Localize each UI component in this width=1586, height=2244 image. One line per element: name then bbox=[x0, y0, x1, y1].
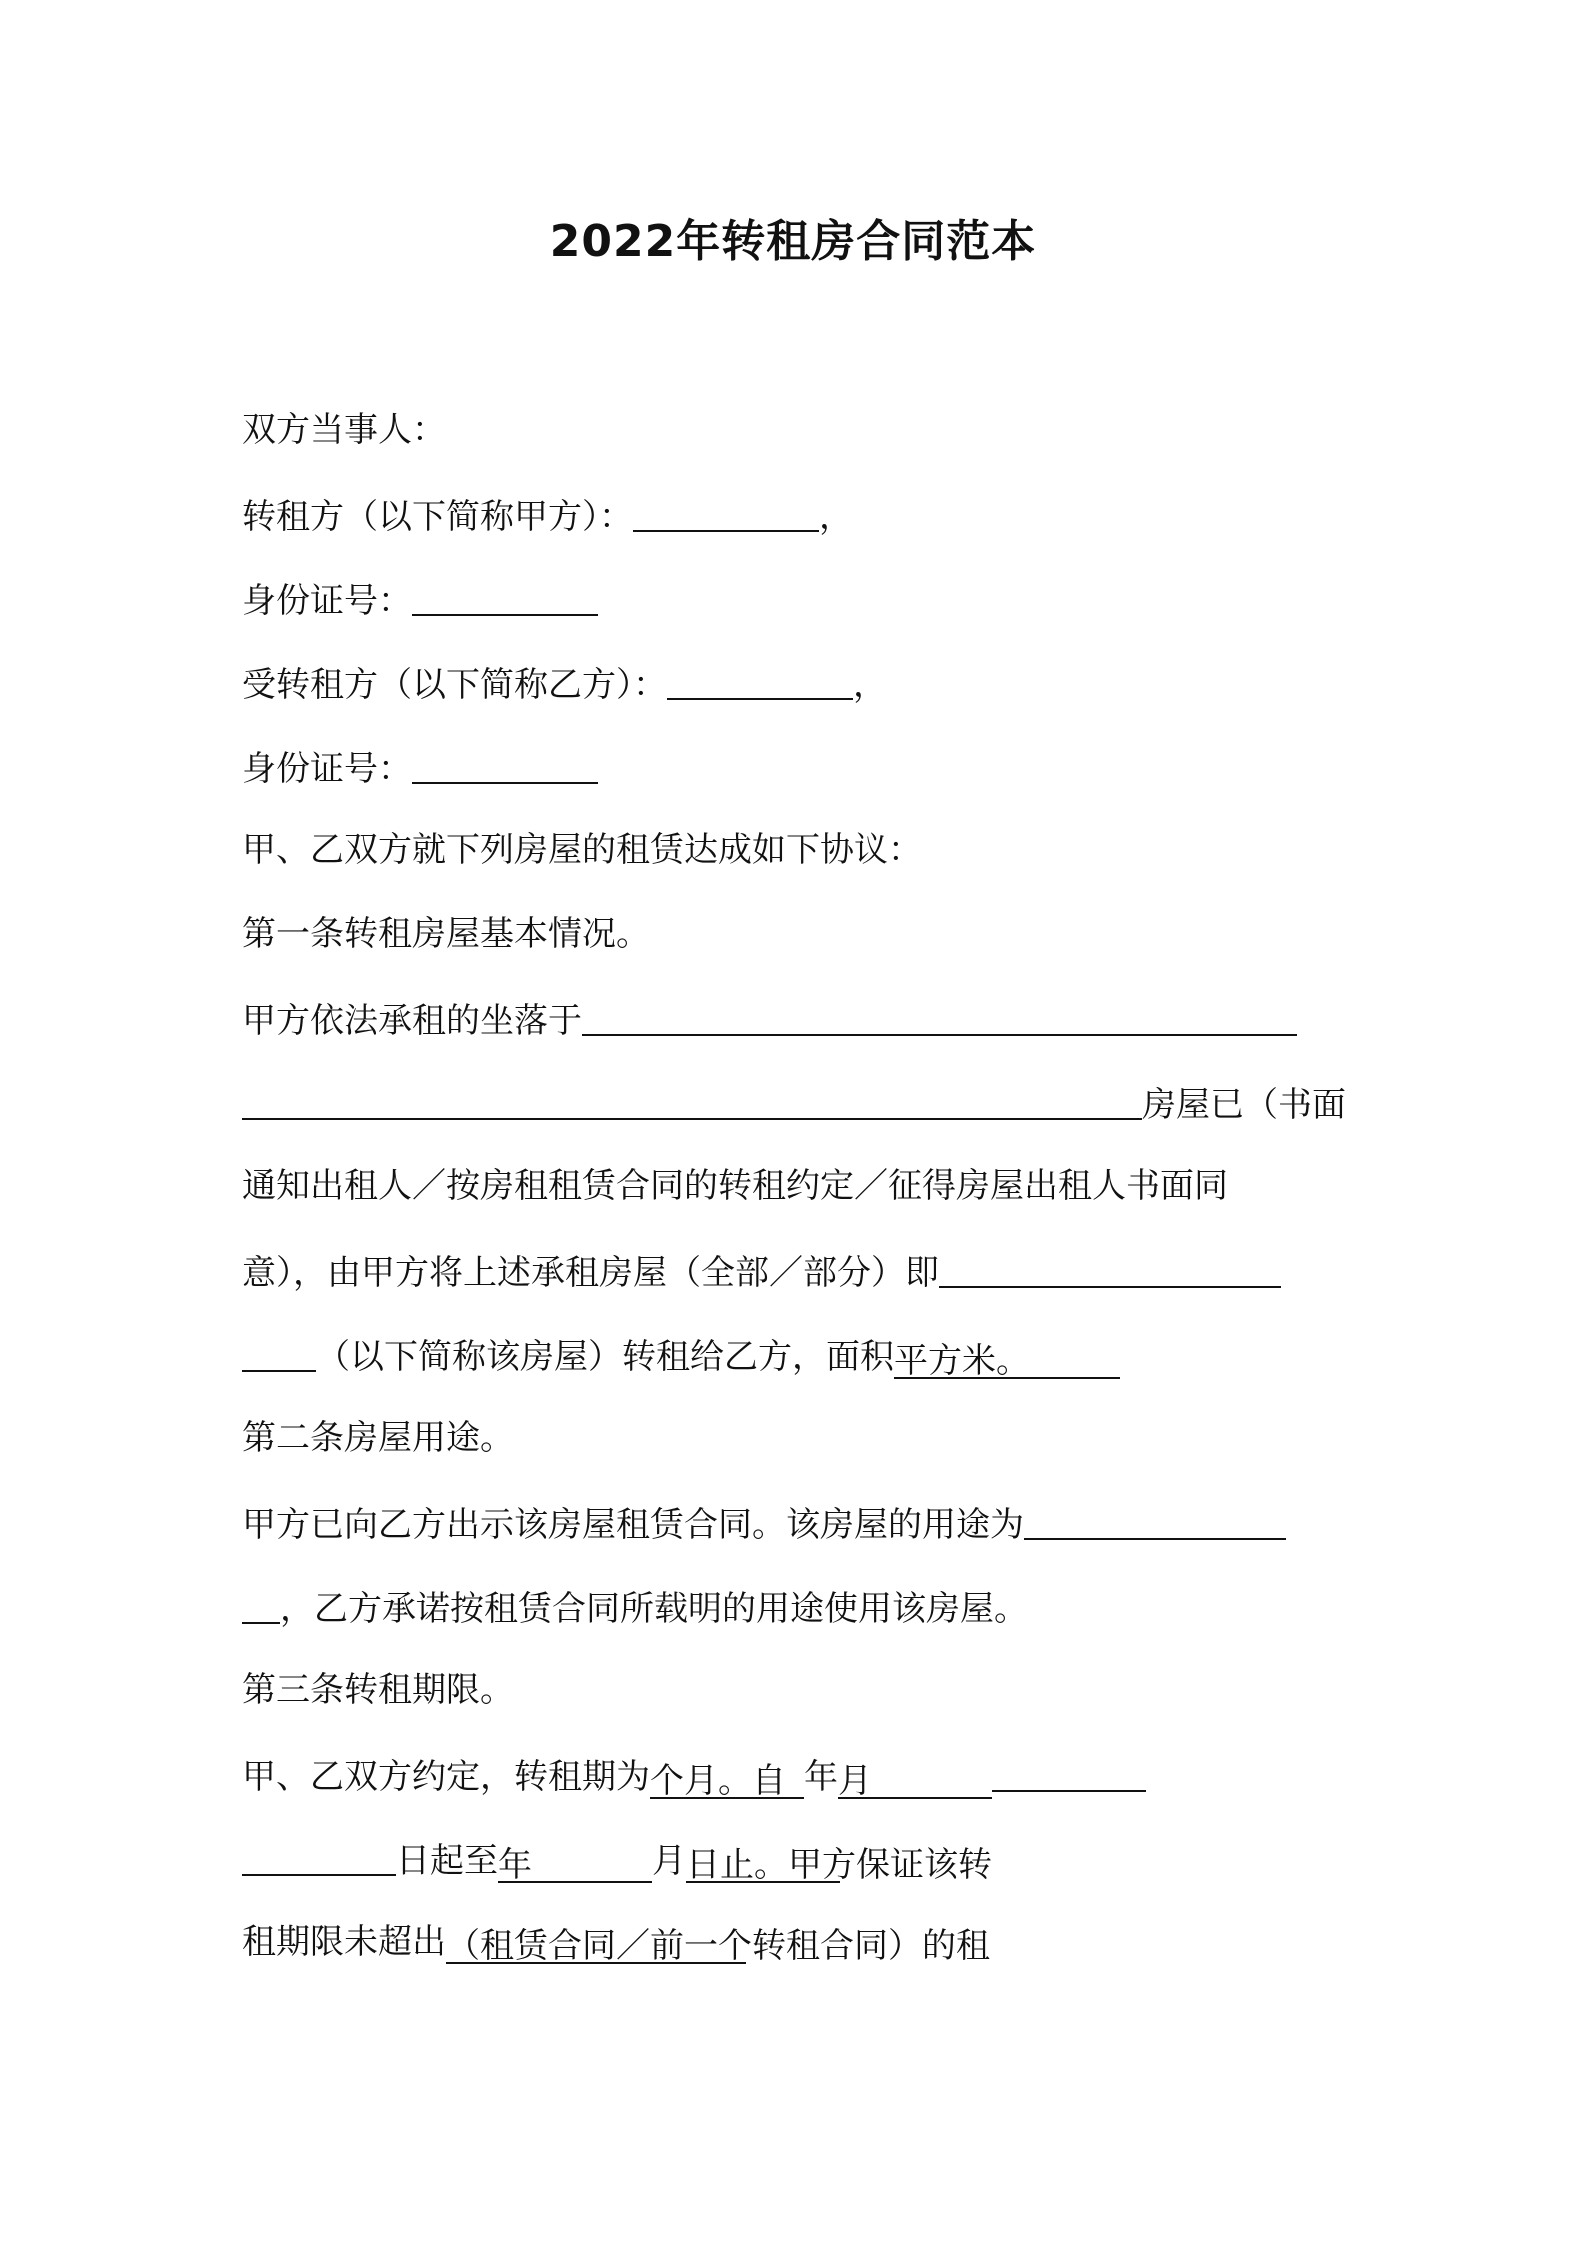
agreement-intro bbox=[242, 826, 922, 874]
usage-blank[interactable] bbox=[1024, 1498, 1286, 1540]
text-segment: ， bbox=[819, 497, 853, 537]
text-segment: 第一条转租房屋基本情况。 bbox=[242, 914, 650, 954]
text-segment: 日起至 bbox=[396, 1841, 498, 1881]
original-lease-blank[interactable]: （租赁合同／前一个转租合同）的租 bbox=[446, 1922, 746, 1964]
article-3-line-1 bbox=[242, 1750, 1146, 1801]
text-segment: 第二条房屋用途。 bbox=[242, 1418, 514, 1458]
subtenant-name-blank[interactable] bbox=[667, 658, 853, 700]
text-segment: （以下简称该房屋）转租给乙方，面积 bbox=[316, 1337, 894, 1377]
text-segment: ，乙方承诺按租赁合同所载明的用途使用该房屋。 bbox=[280, 1589, 1028, 1629]
text-segment: 受转租方（以下简称乙方）： bbox=[242, 665, 667, 705]
text-segment: 甲、乙双方约定，转租期为 bbox=[242, 1757, 650, 1797]
article-3-heading bbox=[242, 1666, 514, 1714]
sublessor-line bbox=[242, 490, 853, 538]
sublessor-id-blank[interactable] bbox=[412, 574, 598, 616]
text-segment: 双方当事人： bbox=[242, 410, 446, 450]
start-year-blank[interactable]: 月 bbox=[838, 1757, 992, 1799]
subtenant-id-blank[interactable] bbox=[412, 742, 598, 784]
end-year-blank[interactable]: 年 bbox=[498, 1841, 652, 1883]
text-segment: 身份证号： bbox=[242, 749, 412, 789]
article-1-line-1 bbox=[242, 994, 1297, 1042]
article-2-heading bbox=[242, 1414, 514, 1462]
text-segment: 年 bbox=[804, 1757, 838, 1797]
property-location-blank-cont[interactable] bbox=[242, 1078, 1142, 1120]
property-part-blank[interactable] bbox=[939, 1246, 1281, 1288]
text-segment: 转租方（以下简称甲方）： bbox=[242, 497, 633, 537]
text-segment: 甲方依法承租的坐落于 bbox=[242, 1001, 582, 1041]
usage-blank-cont[interactable] bbox=[242, 1582, 280, 1624]
document-title: 2022年转租房合同范本 bbox=[549, 216, 1037, 267]
text-segment: 甲、乙双方就下列房屋的租赁达成如下协议： bbox=[242, 830, 922, 870]
start-day-blank[interactable] bbox=[242, 1834, 396, 1876]
term-months-blank[interactable]: 个月。自 bbox=[650, 1757, 804, 1799]
article-2-line-2 bbox=[242, 1582, 1028, 1630]
sublessor-id-line bbox=[242, 574, 598, 622]
article-1-heading bbox=[242, 910, 650, 958]
text-segment: ， bbox=[853, 665, 887, 705]
article-3-line-2 bbox=[242, 1834, 992, 1885]
subtenant-line bbox=[242, 658, 887, 706]
property-location-blank[interactable] bbox=[582, 994, 1297, 1036]
text-segment: 租期限未超出 bbox=[242, 1922, 446, 1962]
property-part-blank-cont[interactable] bbox=[242, 1330, 316, 1372]
text-segment: 意），由甲方将上述承租房屋（全部／部分）即 bbox=[242, 1253, 939, 1293]
text-segment: 甲方已向乙方出示该房屋租赁合同。该房屋的用途为 bbox=[242, 1505, 1024, 1545]
end-month-blank[interactable]: 日止。甲方保证该转 bbox=[686, 1841, 840, 1883]
article-3-line-3 bbox=[242, 1918, 990, 1966]
text-segment: 第三条转租期限。 bbox=[242, 1670, 514, 1710]
area-blank[interactable]: 平方米。 bbox=[894, 1337, 1120, 1379]
start-month-blank[interactable] bbox=[992, 1750, 1146, 1792]
article-1-line-4 bbox=[242, 1246, 1281, 1294]
article-1-line-2 bbox=[242, 1078, 1346, 1126]
text-segment: 通知出租人／按房租租赁合同的转租约定／征得房屋出租人书面同 bbox=[242, 1166, 1228, 1206]
text-segment: 身份证号： bbox=[242, 581, 412, 621]
article-2-line-1 bbox=[242, 1498, 1286, 1546]
subtenant-id-line bbox=[242, 742, 598, 790]
text-segment: 月 bbox=[652, 1841, 686, 1881]
article-1-line-5 bbox=[242, 1330, 1120, 1381]
text-segment: 房屋已（书面 bbox=[1142, 1085, 1346, 1125]
article-1-line-3 bbox=[242, 1162, 1228, 1210]
parties-heading bbox=[242, 406, 446, 454]
sublessor-name-blank[interactable] bbox=[633, 490, 819, 532]
